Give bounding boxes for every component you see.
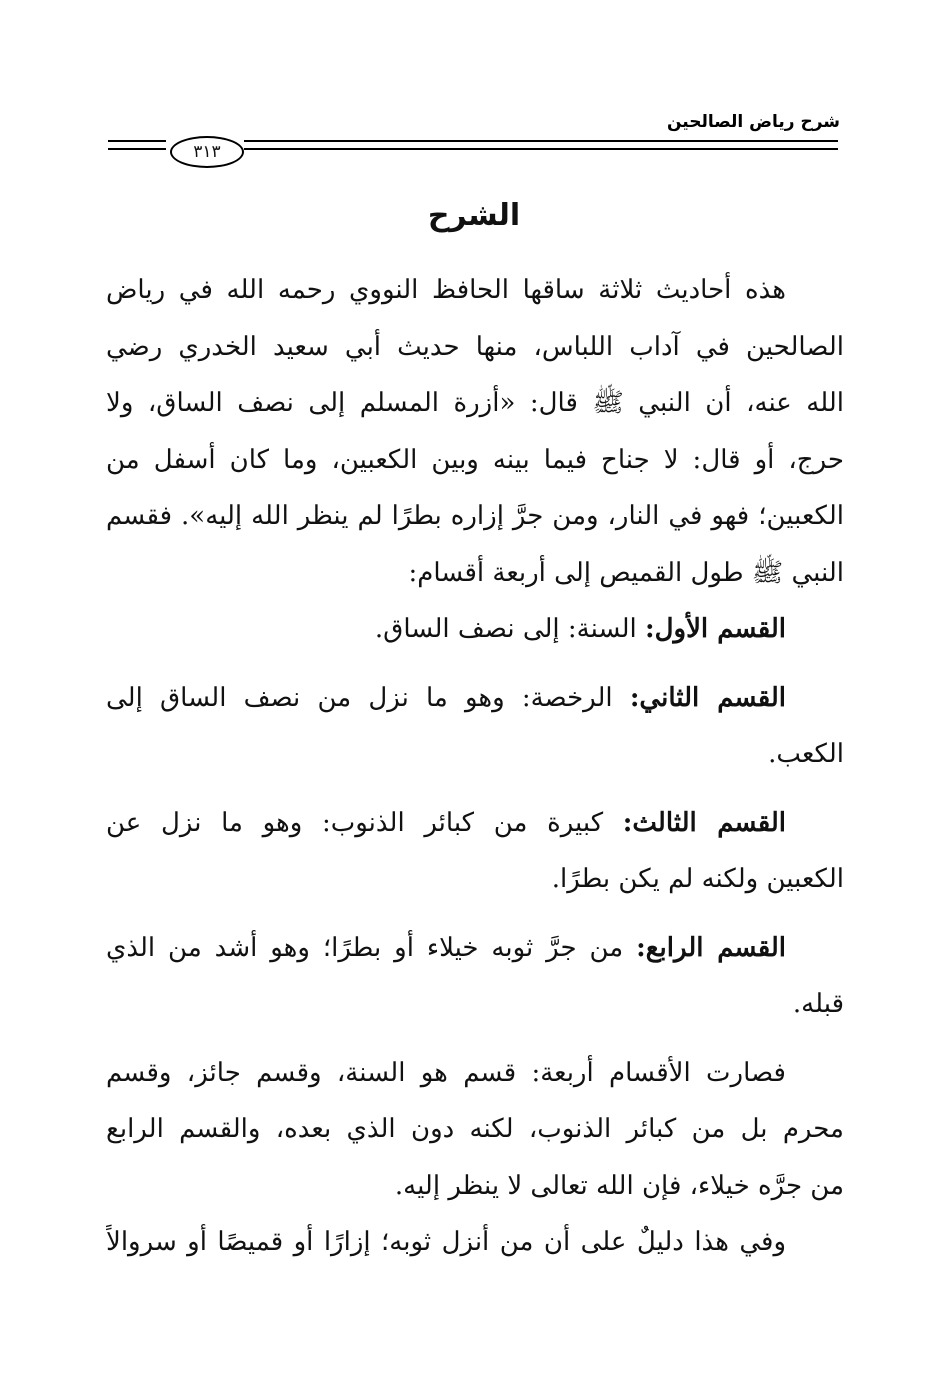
- section-label: القسم الأول:: [645, 614, 786, 644]
- paragraph-gap: [106, 658, 844, 670]
- section-label: القسم الرابع:: [636, 932, 787, 963]
- text-line: النبي ﷺ طول القميص إلى أربعة أقسام:: [408, 557, 844, 588]
- text-line: من جرَّه خيلاء، فإن الله تعالى لا ينظر إليه.: [394, 1170, 844, 1201]
- text-segment: السنة: إلى نصف الساق.: [374, 614, 646, 644]
- text-line: هذه أحاديث ثلاثة ساقها الحافظ النووي رحمه الله في رياض: [106, 275, 786, 305]
- paragraph-gap: [106, 1033, 844, 1045]
- text-segment: من جرَّ ثوبه خيلاء أو بطرًا؛ وهو أشد من الذي: [106, 932, 637, 963]
- header-rule-left-top: [108, 140, 166, 142]
- text-line: الله عنه، أن النبي ﷺ قال: «أزرة المسلم إلى نصف الساق، ولا: [106, 388, 844, 418]
- text-line: الكعبين؛ فهو في النار، ومن جرَّ إزاره بطرًا لم ينظر الله إليه». فقسم: [106, 501, 844, 531]
- text-line: الكعبين ولكنه لم يكن بطرًا.: [551, 864, 844, 894]
- running-title: شرح رياض الصالحين: [666, 112, 840, 132]
- paragraph-gap: [106, 908, 844, 920]
- text-line: الصالحين في آداب اللباس، منها حديث أبي سعيد الخدري رضي: [106, 331, 844, 362]
- section-paragraph: [106, 920, 844, 977]
- section-paragraph: [106, 795, 844, 852]
- text-line: محرم بل من كبائر الذنوب، لكنه دون الذي بعده، والقسم الرابع: [106, 1114, 844, 1144]
- section-label: القسم الثالث:: [622, 807, 787, 838]
- paragraph-gap: [106, 783, 844, 795]
- text-line: حرج، أو قال: لا جناح فيما بينه وبين الكعبين، وما كان أسفل من: [106, 444, 844, 475]
- header-rule-right-bottom: [244, 148, 838, 150]
- header-rule-left-bottom: [108, 148, 166, 150]
- text-line: الكعب.: [768, 739, 844, 769]
- section-paragraph: [106, 670, 844, 727]
- section-paragraph: [106, 601, 844, 658]
- text-segment: كبيرة من كبائر الذنوب: وهو ما نزل عن: [106, 807, 623, 838]
- text-line: قبله.: [792, 989, 844, 1019]
- header-rule-right-top: [244, 140, 838, 142]
- text-line: فصارت الأقسام أربعة: قسم هو السنة، وقسم جائز، وقسم: [106, 1057, 786, 1088]
- page-number: ٣١٣: [170, 136, 244, 168]
- text-line: وفي هذا دليلٌ على أن من أنزل ثوبه؛ إزارًا أو قميصًا أو سروالاً: [106, 1227, 786, 1257]
- section-label: القسم الثاني:: [629, 682, 786, 713]
- section-heading: الشرح: [427, 198, 521, 233]
- body-text: [106, 262, 844, 1271]
- text-segment: الرخصة: وهو ما نزل من نصف الساق إلى: [106, 682, 630, 713]
